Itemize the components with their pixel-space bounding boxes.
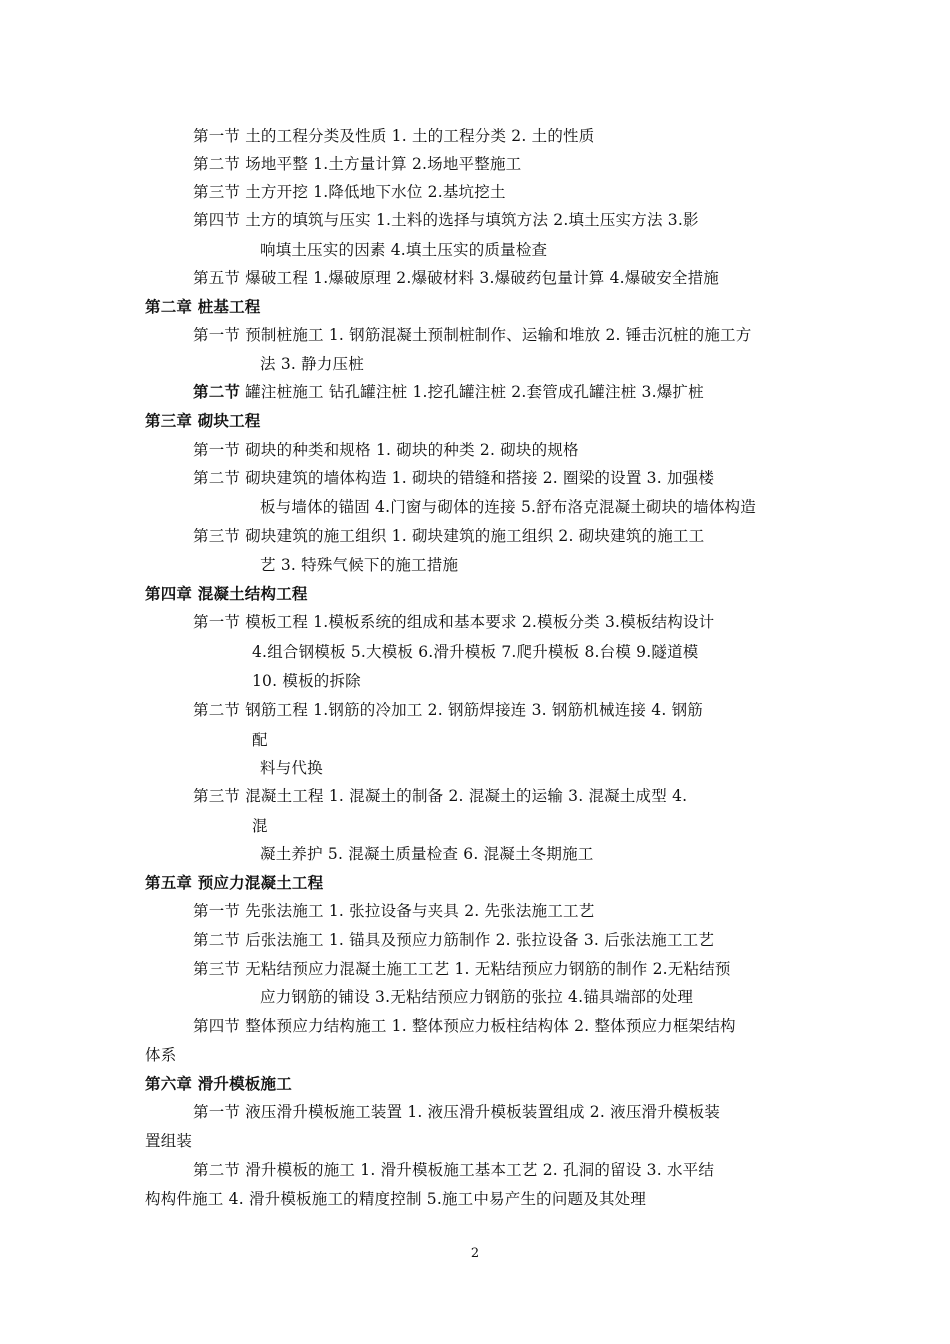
chapter-4-heading: 第四章 混凝土结构工程: [145, 584, 308, 603]
chapter-6-heading: 第六章 滑升模板施工: [145, 1074, 292, 1093]
toc-line-1-2: 第二节 场地平整 1.土方量计算 2.场地平整施工: [193, 155, 522, 173]
toc-line-4-1-cont: 4.组合钢模板 5.大模板 6.滑升模板 7.爬升模板 8.台模 9.隧道模: [252, 643, 699, 661]
toc-line-2-2: 第二节 罐注桩施工 钻孔罐注桩 1.挖孔罐注桩 2.套管成孔罐注桩 3.爆扩桩: [193, 382, 704, 401]
toc-line-4-3-cont: 混: [252, 817, 268, 835]
toc-line-5-4-cont: 体系: [145, 1046, 177, 1064]
chapter-5-heading: 第五章 预应力混凝土工程: [145, 873, 324, 892]
toc-line-3-3-cont: 艺 3. 特殊气候下的施工措施: [260, 556, 459, 574]
toc-line-6-1: 第一节 液压滑升模板施工装置 1. 液压滑升模板装置组成 2. 液压滑升模板装: [193, 1103, 721, 1121]
toc-line-5-3: 第三节 无粘结预应力混凝土施工工艺 1. 无粘结预应力钢筋的制作 2.无粘结预: [193, 960, 731, 978]
toc-line-6-2: 第二节 滑升模板的施工 1. 滑升模板施工基本工艺 2. 孔洞的留设 3. 水平结: [193, 1161, 715, 1179]
toc-line-3-2: 第二节 砌块建筑的墙体构造 1. 砌块的错缝和搭接 2. 圈梁的设置 3. 加强楼: [193, 469, 715, 487]
toc-line-5-4: 第四节 整体预应力结构施工 1. 整体预应力板柱结构体 2. 整体预应力框架结构: [193, 1017, 736, 1035]
toc-line-6-1-cont: 置组装: [145, 1132, 193, 1150]
toc-line-4-2-cont2: 料与代换: [260, 759, 323, 777]
toc-line-4-2: 第二节 钢筋工程 1.钢筋的冷加工 2. 钢筋焊接连 3. 钢筋机械连接 4. 钢筋: [193, 701, 703, 719]
toc-line-2-1: 第一节 预制桩施工 1. 钢筋混凝土预制桩制作、运输和堆放 2. 锤击沉桩的施工方: [193, 326, 752, 344]
toc-line-3-3: 第三节 砌块建筑的施工组织 1. 砌块建筑的施工组织 2. 砌块建筑的施工工: [193, 527, 705, 545]
toc-line-6-2-cont: 构构件施工 4. 滑升模板施工的精度控制 5.施工中易产生的问题及其处理: [145, 1190, 647, 1208]
toc-line-4-1-cont2: 10. 模板的拆除: [252, 672, 361, 690]
toc-line-2-1-cont: 法 3. 静力压桩: [260, 355, 364, 373]
toc-line-4-3: 第三节 混凝土工程 1. 混凝土的制备 2. 混凝土的运输 3. 混凝土成型 4.: [193, 787, 688, 805]
chapter-3-heading: 第三章 砌块工程: [145, 411, 261, 430]
toc-line-3-2-cont: 板与墙体的锚固 4.门窗与砌体的连接 5.舒布洛克混凝土砌块的墙体构造: [260, 498, 756, 516]
toc-line-1-3: 第三节 土方开挖 1.降低地下水位 2.基坑挖土: [193, 183, 506, 201]
toc-line-5-1: 第一节 先张法施工 1. 张拉设备与夹具 2. 先张法施工工艺: [193, 902, 595, 920]
toc-line-1-1: 第一节 土的工程分类及性质 1. 土的工程分类 2. 土的性质: [193, 127, 595, 145]
toc-line-5-2: 第二节 后张法施工 1. 锚具及预应力筋制作 2. 张拉设备 3. 后张法施工工艺: [193, 931, 715, 949]
toc-line-1-4-cont: 响填土压实的因素 4.填土压实的质量检查: [260, 241, 548, 259]
chapter-2-heading: 第二章 桩基工程: [145, 297, 261, 316]
page-number: 2: [470, 1246, 480, 1261]
toc-line-4-3-cont2: 凝土养护 5. 混凝土质量检查 6. 混凝土冬期施工: [260, 845, 594, 863]
toc-line-4-2-cont: 配: [252, 731, 268, 749]
toc-line-4-1: 第一节 模板工程 1.模板系统的组成和基本要求 2.模板分类 3.模板结构设计: [193, 613, 715, 631]
toc-line-3-1: 第一节 砌块的种类和规格 1. 砌块的种类 2. 砌块的规格: [193, 441, 579, 459]
toc-line-5-3-cont: 应力钢筋的铺设 3.无粘结预应力钢筋的张拉 4.锚具端部的处理: [260, 988, 694, 1006]
toc-line-1-4: 第四节 土方的填筑与压实 1.土料的选择与填筑方法 2.填土压实方法 3.影: [193, 211, 699, 229]
toc-line-1-5: 第五节 爆破工程 1.爆破原理 2.爆破材料 3.爆破药包量计算 4.爆破安全措施: [193, 269, 719, 287]
